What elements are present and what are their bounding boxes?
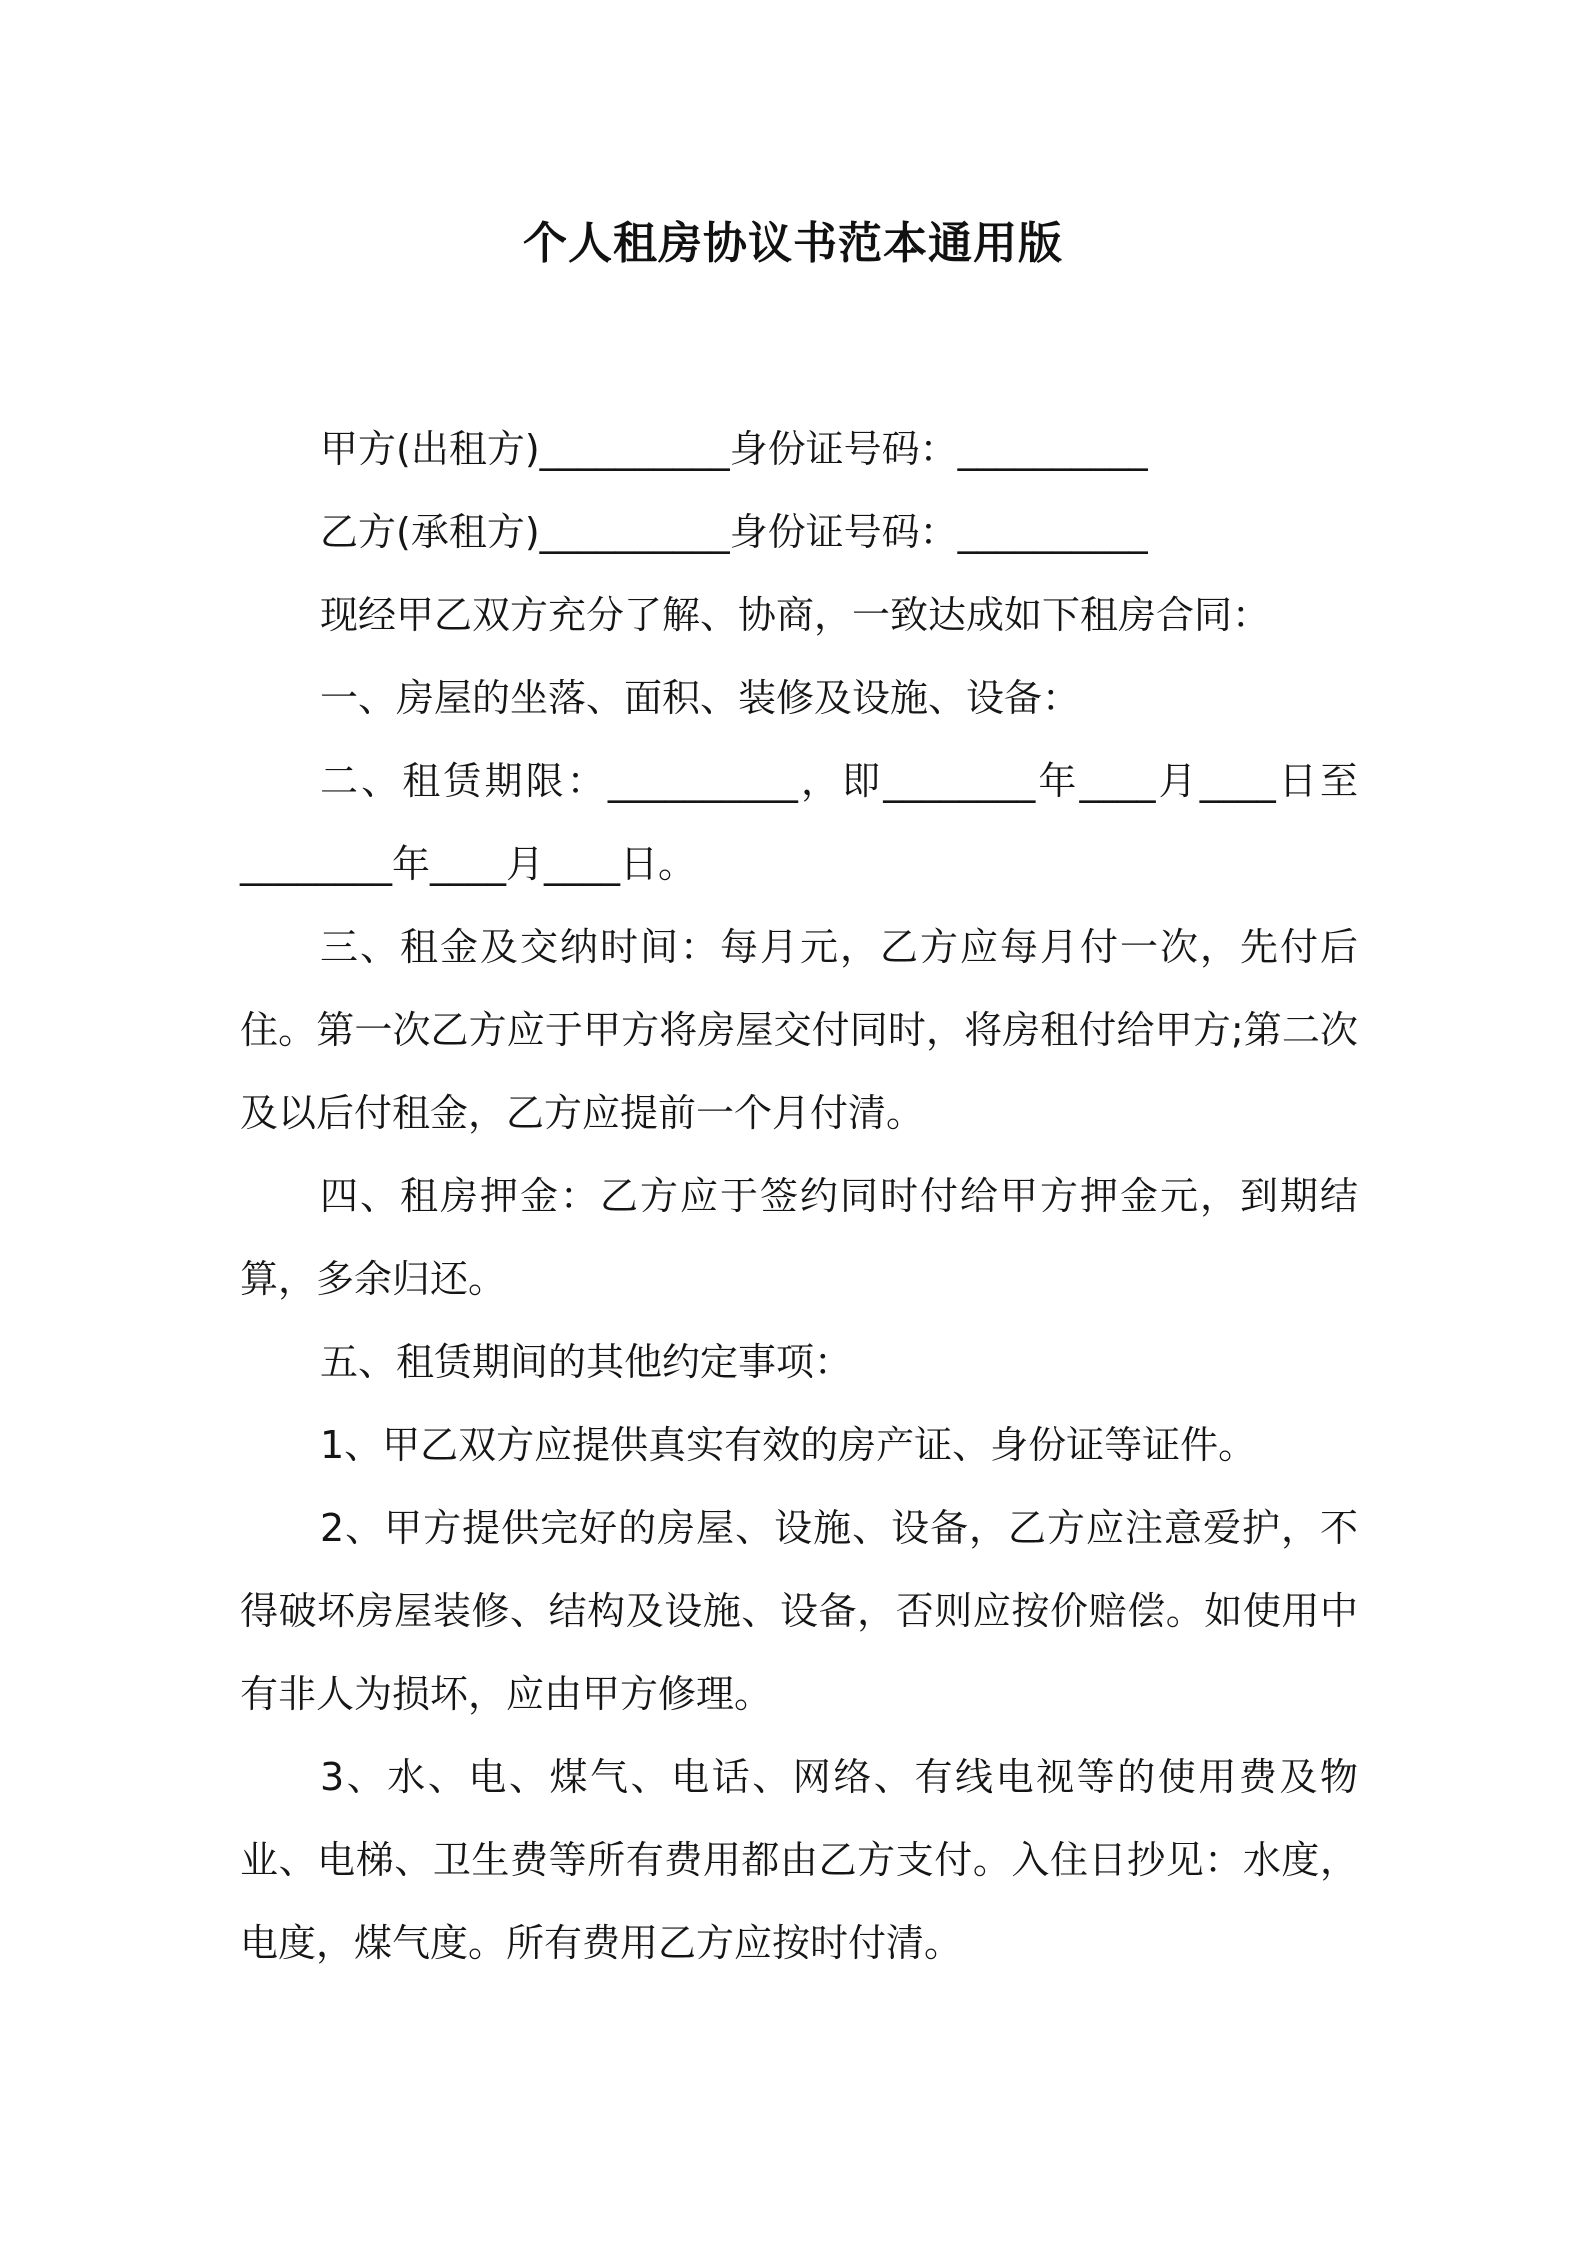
clause-5-item-2: 2、甲方提供完好的房屋、设施、设备，乙方应注意爱护，不得破坏房屋装修、结构及设施、设备，否则应按价赔偿。如使用中有非人为损坏，应由甲方修理。: [240, 1506, 1358, 1716]
clause-5-item-1: 1、甲乙双方应提供真实有效的房产证、身份证等证件。: [320, 1423, 1257, 1467]
document-body: [240, 408, 1358, 1985]
clause-5-item-3: 3、水、电、煤气、电话、网络、有线电视等的使用费及物业、电梯、卫生费等所有费用都由乙方支付。入住日抄见：水度，电度，煤气度。所有费用乙方应按时付清。: [240, 1755, 1358, 1965]
clause-4-deposit: 四、租房押金：乙方应于签约同时付给甲方押金元，到期结算，多余归还。: [240, 1174, 1358, 1301]
clause-1-property: 一、房屋的坐落、面积、装修及设施、设备：: [320, 676, 1081, 720]
document-title: 个人租房协议书范本通用版: [523, 218, 1063, 269]
agreement-intro: 现经甲乙双方充分了解、协商，一致达成如下租房合同：: [320, 593, 1271, 637]
party-b-line: 乙方(承租方)__________身份证号码：__________: [320, 510, 1148, 554]
clause-2-lease-term: 二、租赁期限：__________，即________年____月____日至________年____月____日。: [240, 759, 1358, 886]
party-a-line: 甲方(出租方)__________身份证号码：__________: [320, 427, 1148, 471]
clause-3-rent: 三、租金及交纳时间：每月元，乙方应每月付一次，先付后住。第一次乙方应于甲方将房屋交付同时，将房租付给甲方;第二次及以后付租金，乙方应提前一个月付清。: [240, 925, 1358, 1135]
clause-5-heading: 五、租赁期间的其他约定事项：: [320, 1340, 853, 1384]
